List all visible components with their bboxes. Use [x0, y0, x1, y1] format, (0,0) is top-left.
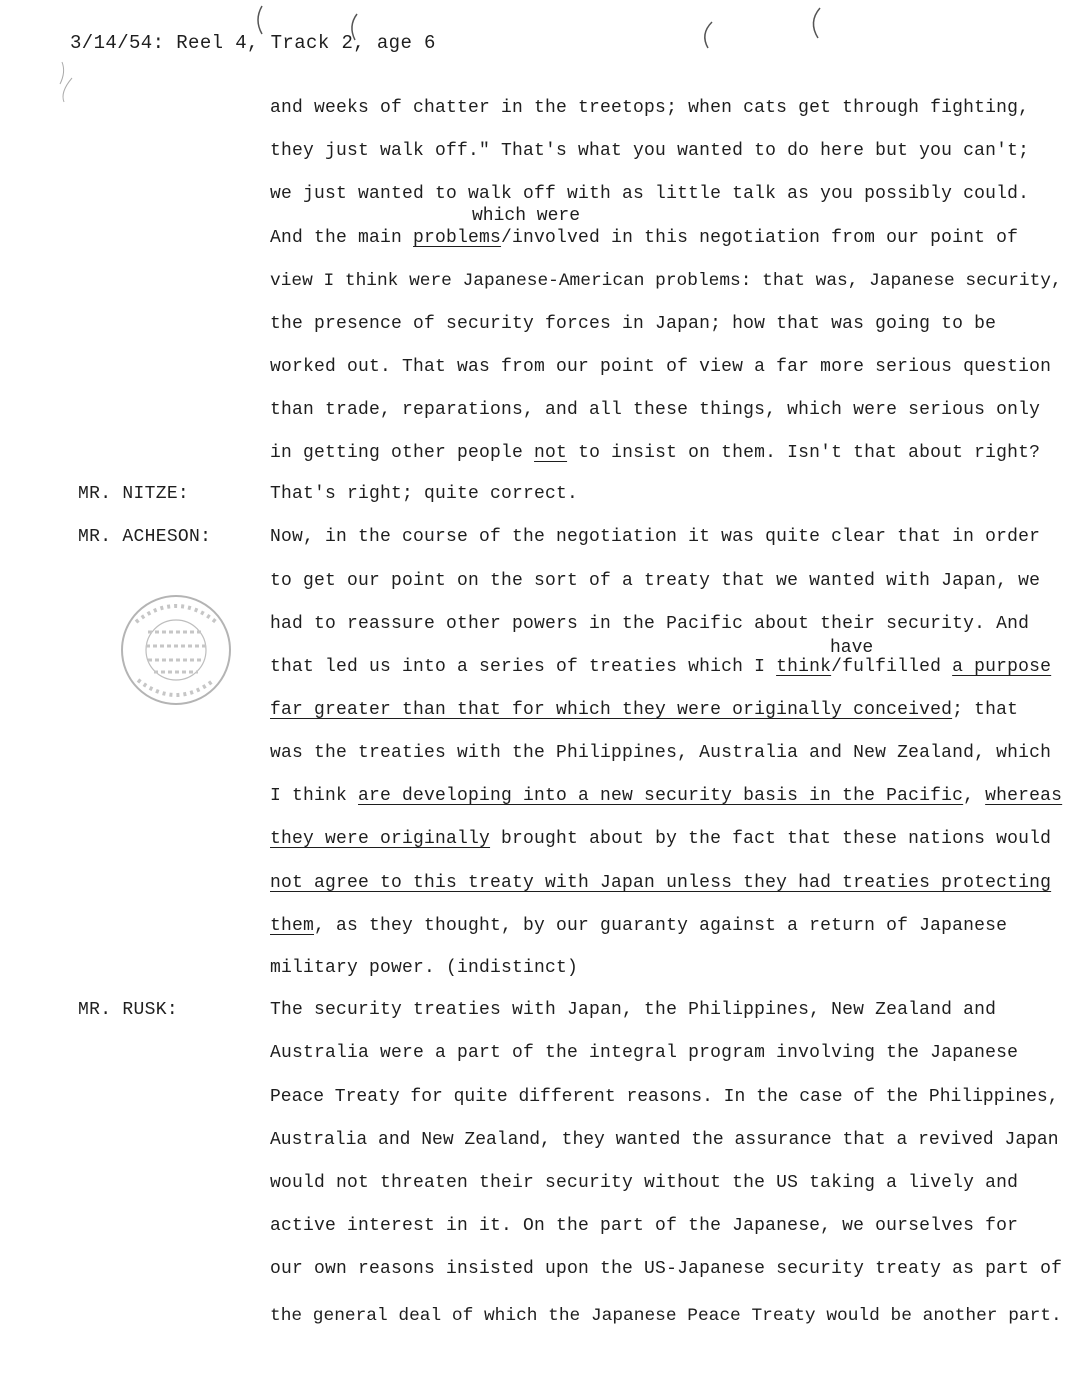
text-line: Australia and New Zealand, they wanted the assurance that a revived Japan	[270, 1130, 1059, 1150]
text-run: brought about by the fact that these nations would	[490, 829, 1052, 849]
text-run: /involved in this negotiation from our point of	[501, 228, 1019, 248]
underlined-text: problems	[413, 228, 502, 248]
speaker-label: MR. NITZE:	[78, 484, 190, 504]
text-line: and weeks of chatter in the treetops; when cats get through fighting,	[270, 98, 1030, 118]
text-run: , as they thought, by our guaranty against a return of Japanese	[314, 916, 1008, 936]
text-line: they just walk off." That's what you wanted to do here but you can't;	[270, 141, 1030, 161]
text-run: ; that	[952, 700, 1019, 720]
archive-stamp	[118, 592, 234, 708]
speaker-label: MR. ACHESON:	[78, 527, 212, 547]
pencil-scribble-mark	[60, 62, 72, 102]
pencil-paren-mark	[813, 8, 820, 38]
underlined-text: not	[534, 443, 568, 463]
text-run: that led us into a series of treaties which I	[270, 657, 777, 677]
speaker-label: MR. RUSK:	[78, 1000, 178, 1020]
underlined-text: them	[270, 916, 315, 936]
text-line: military power. (indistinct)	[270, 958, 579, 978]
text-run: ,	[963, 786, 986, 806]
text-run: /fulfilled	[831, 657, 953, 677]
text-line: Now, in the course of the negotiation it was quite clear that in order	[270, 527, 1041, 547]
text-line: was the treaties with the Philippines, Australia and New Zealand, which	[270, 743, 1052, 763]
text-line	[270, 700, 1018, 720]
text-run: in getting other people	[270, 443, 535, 463]
pencil-paren-mark	[258, 6, 262, 34]
text-line: we just wanted to walk off with as little talk as you possibly could.	[270, 184, 1030, 204]
text-line: the general deal of which the Japanese Peace Treaty would be another part.	[270, 1306, 1062, 1326]
text-line: to get our point on the sort of a treaty that we wanted with Japan, we	[270, 571, 1041, 591]
page-header: 3/14/54: Reel 4, Track 2, age 6	[70, 32, 436, 54]
underlined-text: a purpose	[952, 657, 1052, 677]
text-line	[270, 228, 1018, 248]
text-run: I think	[270, 786, 359, 806]
text-line: Australia were a part of the integral program involving the Japanese	[270, 1043, 1019, 1063]
text-line: Peace Treaty for quite different reasons. In the case of the Philippines,	[270, 1087, 1059, 1107]
text-line: view I think were Japanese-American problems: that was, Japanese security,	[270, 271, 1062, 291]
underlined-text: think	[776, 657, 832, 677]
text-line: The security treaties with Japan, the Philippines, New Zealand and	[270, 1000, 997, 1020]
text-line	[270, 873, 1051, 893]
text-line	[270, 916, 1007, 936]
text-line: than trade, reparations, and all these things, which were serious only	[270, 400, 1041, 420]
text-line: That's right; quite correct.	[270, 484, 579, 504]
underlined-text: not agree to this treaty with Japan unless they had treaties protecting	[270, 873, 1052, 893]
text-line: worked out. That was from our point of view a far more serious question	[270, 357, 1052, 377]
underlined-text: far greater than that for which they were originally conceived	[270, 700, 953, 720]
text-line	[270, 657, 1051, 677]
text-line: would not threaten their security without the US taking a lively and	[270, 1173, 1019, 1193]
text-line	[270, 786, 1062, 806]
insertion-have: have	[830, 638, 874, 658]
text-line: active interest in it. On the part of the Japanese, we ourselves for	[270, 1216, 1019, 1236]
underlined-text: are developing into a new security basis in the Pacific	[358, 786, 964, 806]
insertion-which-were: which were	[472, 206, 581, 226]
text-run: to insist on them. Isn't that about right?	[567, 443, 1041, 463]
text-line: had to reassure other powers in the Pacific about their security. And	[270, 614, 1030, 634]
text-line	[270, 829, 1051, 849]
pencil-paren-mark	[705, 22, 712, 48]
text-line	[270, 443, 1040, 463]
text-line: the presence of security forces in Japan; how that was going to be	[270, 314, 997, 334]
text-run: And the main	[270, 228, 414, 248]
underlined-text: whereas	[985, 786, 1063, 806]
underlined-text: they were originally	[270, 829, 491, 849]
text-line: our own reasons insisted upon the US-Japanese security treaty as part of	[270, 1259, 1063, 1279]
